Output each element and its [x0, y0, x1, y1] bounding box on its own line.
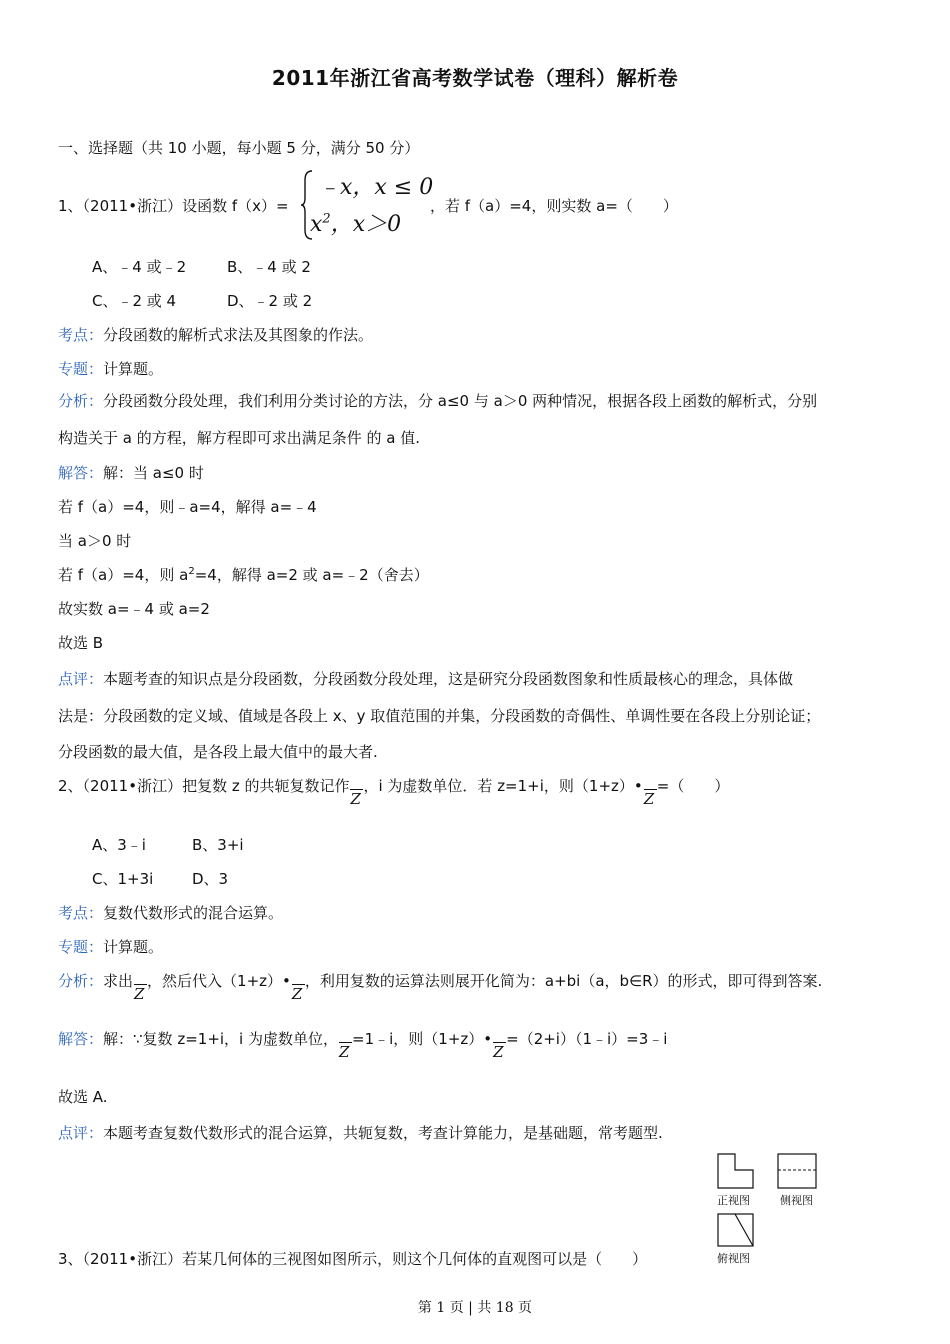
- q1-dianping: 点评：本题考查的知识点是分段函数，分段函数分段处理，这是研究分段函数图象和性质最核心的理念，具体做: [58, 670, 794, 688]
- page-title: 2011年浙江省高考数学试卷（理科）解析卷: [271, 66, 679, 90]
- q2-option-d: D、3: [192, 870, 229, 888]
- q1-dianping-cont-2: 分段函数的最大值，是各段上最大值中的最大者.: [58, 743, 378, 761]
- q1-jieda-line-2: 若 f（a）=4，则﹣a=4，解得 a=﹣4: [58, 498, 317, 516]
- front-view-shape: [718, 1154, 753, 1188]
- q1-jieda-line-5: 故实数 a=﹣4 或 a=2: [58, 600, 210, 618]
- top-view-shape: [718, 1214, 753, 1246]
- q1-jieda-line-6: 故选 B: [58, 634, 104, 652]
- q2-option-a: A、3﹣i: [92, 836, 146, 854]
- q2-fenxi: 分析：求出 Z ，然后代入（1+z）• Z ，利用复数的运算法则展开化简为：a+bi（a，b∈R）的形式，即可得到答案.: [58, 972, 823, 1003]
- q1-option-b: B、﹣4 或 2: [227, 258, 311, 276]
- piecewise-case-2: $x^2$，x＞0: [310, 211, 402, 237]
- q1-jieda: 解答：解：当 a≤0 时: [58, 464, 204, 482]
- q1-stem-prefix: 1、（2011•浙江）设函数 f（x）=: [58, 197, 289, 215]
- page-footer: 第 1 页 | 共 18 页: [417, 1300, 533, 1316]
- q2-jieda: 解答：解：∵复数 z=1+i，i 为虚数单位， Z =1﹣i，则（1+z）• Z =（2+i）（1﹣i）=3﹣i: [58, 1030, 668, 1061]
- q2-zhuanti: 专题：计算题。: [58, 938, 164, 956]
- section-heading: 一、选择题（共 10 小题，每小题 5 分，满分 50 分）: [58, 139, 420, 157]
- q3-stem: 3、（2011•浙江）若某几何体的三视图如图所示，则这个几何体的直观图可以是（ ）: [58, 1250, 648, 1268]
- q1-option-d: D、﹣2 或 2: [227, 292, 313, 310]
- q1-dianping-cont-1: 法是：分段函数的定义域、值域是各段上 x、y 取值范围的并集，分段函数的奇偶性、单调性要在各段上分别论证；: [58, 707, 821, 725]
- front-view-label: 正视图: [717, 1194, 750, 1207]
- q1-fenxi: 分析：分段函数分段处理，我们利用分类讨论的方法，分 a≤0 与 a＞0 两种情况，根据各段上函数的解析式，分别: [58, 392, 818, 410]
- side-view-shape: [778, 1154, 816, 1188]
- conjugate-z: Z: [492, 1044, 506, 1058]
- q1-zhuanti: 专题：计算题。: [58, 360, 164, 378]
- q1-jieda-line-4: 若 f（a）=4，则 $a^2=4$，解得 a=2 或 a=﹣2（舍去）: [58, 566, 429, 584]
- q1-option-a: A、﹣4 或﹣2: [92, 258, 187, 276]
- conjugate-z: Z: [338, 1044, 352, 1058]
- q2-kaodian: 考点：复数代数形式的混合运算。: [58, 904, 284, 922]
- conjugate-z: Z: [643, 791, 657, 805]
- q2-option-c: C、1+3i: [92, 870, 154, 888]
- q2-dianping: 点评：本题考查复数代数形式的混合运算，共轭复数，考查计算能力，是基础题，常考题型.: [58, 1124, 663, 1142]
- conjugate-z: Z: [349, 791, 363, 805]
- conjugate-z: Z: [133, 986, 147, 1000]
- three-view-diagram: [716, 1152, 820, 1264]
- top-view-label: 俯视图: [717, 1252, 750, 1265]
- q1-option-c: C、﹣2 或 4: [92, 292, 177, 310]
- q2-jieda-line-2: 故选 A.: [58, 1088, 108, 1106]
- q2-stem: 2、（2011•浙江）把复数 z 的共轭复数记作 Z ，i 为虚数单位．若 z=1+i，则（1+z）• Z =（ ）: [58, 777, 730, 808]
- q1-jieda-line-3: 当 a＞0 时: [58, 532, 132, 550]
- q2-option-b: B、3+i: [192, 836, 244, 854]
- q1-fenxi-cont: 构造关于 a 的方程，解方程即可求出满足条件 的 a 值.: [58, 429, 420, 447]
- piecewise-case-1: ﹣x，x ≤ 0: [318, 175, 434, 200]
- conjugate-z: Z: [291, 986, 305, 1000]
- q1-stem-suffix: ，若 f（a）=4，则实数 a=（ ）: [430, 197, 678, 215]
- side-view-label: 侧视图: [780, 1194, 813, 1207]
- q1-kaodian: 考点：分段函数的解析式求法及其图象的作法。: [58, 326, 374, 344]
